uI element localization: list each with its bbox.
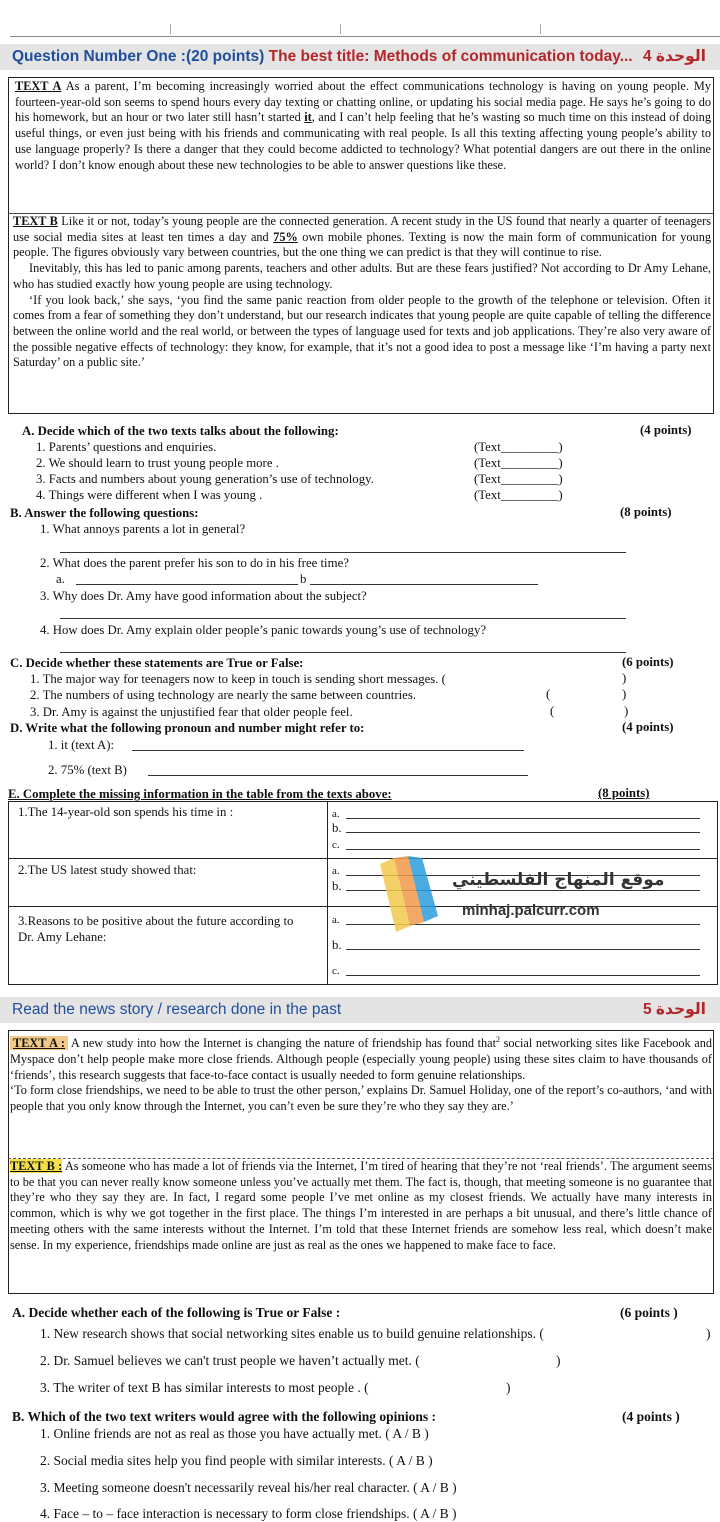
q2a-item: 2. Dr. Samuel believes we can't trust people we haven’t actually met. (: [40, 1353, 420, 1368]
text-b-label: TEXT B: [13, 214, 58, 228]
watermark-url[interactable]: minhaj.palcurr.com: [462, 902, 600, 919]
top-tick-marks: [0, 24, 720, 34]
text-b-paragraph: TEXT B Like it or not, today’s young people are the connected generation. A recent study in the US found that nearly a quarter of teenagers use social media sites at least ten times a day and 75% own mobile phones. Texting is now the main form of communication for young people. The figures obviously vary between countries, but the one thing we can predict is that they will continue to rise. Inevitably, this has led to panic among parents, teachers and other adults. But are these fears justified? Not according to Dr Amy Lehane, who has studied exactly how young people are using technology. ‘If you look back,’ she says, ‘you find the same panic reaction from older people to the growth of the telephone or television. Often it comes from a fear of something they don’t understand, but our research indicates that young people are quite capable of telling the difference between the online world and the real world, or between the types of language used for texts and job applications. They’re also very aware of the possible negative effects of technology: they know, for example, that it’s not a good idea to post a message like ‘I’m having a party next Saturday’ on a public site.’: [13, 214, 712, 370]
close-paren: ): [624, 704, 629, 718]
q1b-item: 3. Why does Dr. Amy have good information about the subject?: [40, 589, 367, 603]
watermark-logo-icon: [380, 856, 444, 934]
answer-line[interactable]: [148, 775, 528, 776]
number-75: 75%: [273, 229, 298, 244]
q1c-item: 2. The numbers of using technology are nearly the same between countries.: [30, 688, 417, 702]
unit-label: الوحدة 5: [642, 1001, 706, 1018]
section2-title: Read the news story / research done in the past: [12, 1001, 342, 1018]
q2b-item: 2. Social media sites help you find people with similar interests. ( A / B ): [40, 1453, 433, 1468]
s2-text-a-label: TEXT A :: [10, 1036, 68, 1050]
table-row-label: 2.The US latest study showed that:: [18, 863, 197, 877]
answer-line[interactable]: [310, 584, 538, 585]
table-row-label: 1.The 14-year-old son spends his time in :: [18, 805, 234, 819]
q2b-item: 3. Meeting someone doesn't necessarily reveal his/her real character. ( A / B ): [40, 1480, 457, 1495]
table-answer-line[interactable]: [346, 818, 700, 819]
close-paren: ): [556, 1353, 561, 1368]
q1d-item: 1. it (text A):: [48, 738, 115, 752]
text-a-label: TEXT A: [15, 79, 62, 93]
q1e-title: E. Complete the missing information in the table from the texts above:: [8, 787, 392, 801]
label-b: b: [300, 572, 307, 586]
table-row-label: 3.Reasons to be positive about the future according to Dr. Amy Lehane:: [18, 914, 294, 944]
s2-text-b: TEXT B : As someone who has made a lot of friends via the Internet, I’m tired of hearing that they’re not ‘real friends’. The argument seems to be that you can never really know someone unless you’ve actually met them. The fact is, though, that meeting someone is no guarantee that they’re who they say they are. In fact, I regard some people I’ve met online as my closest friends. We actually have many interests in common, which is why we got together in the first place. The things I’m interested in are perhaps a bit unusual, and there’s little chance of meeting others with the same interests without the Internet. I’m told that these Internet friends are somehow less real, which doesn’t make sense. In my experience, friendships made online are just as real as the ones we happened to make face to face.: [10, 1159, 712, 1252]
answer-field[interactable]: (Text_________): [474, 456, 563, 470]
q1b-item: 1. What annoys parents a lot in general?: [40, 522, 246, 536]
q1c-points: (6 points): [622, 655, 674, 669]
table-answer-line[interactable]: [346, 832, 700, 833]
watermark-arabic: موقع المنهاج الفلسطيني: [452, 870, 665, 890]
table-answer-line[interactable]: [346, 849, 700, 850]
q2b-item: 4. Face – to – face interaction is necessary to form close friendships. ( A / B ): [40, 1506, 457, 1521]
close-paren: ): [622, 687, 627, 701]
answer-line[interactable]: [60, 552, 626, 553]
q2a-item: 1. New research shows that social networking sites enable us to build genuine relationships. (: [40, 1326, 544, 1341]
q1e-points: (8 points): [598, 786, 650, 800]
unit-label: الوحدة 4: [642, 48, 706, 65]
answer-paren[interactable]: (: [550, 704, 555, 718]
q1a-item: 1. Parents’ questions and enquiries.: [36, 440, 217, 454]
answer-line[interactable]: [60, 618, 626, 619]
answer-field[interactable]: (Text_________): [474, 488, 563, 502]
best-title: The best title: Methods of communication today...: [268, 48, 633, 65]
close-paren: ): [706, 1326, 711, 1341]
q1b-item: 2. What does the parent prefer his son to do in his free time?: [40, 556, 349, 570]
q1b-title: B. Answer the following questions:: [10, 506, 199, 520]
top-rule: [10, 36, 720, 37]
q1a-item: 2. We should learn to trust young people more .: [36, 456, 279, 470]
answer-line[interactable]: [76, 584, 298, 585]
q1c-item: 3. Dr. Amy is against the unjustified fear that older people feel.: [30, 705, 353, 719]
answer-field[interactable]: (Text_________): [474, 440, 563, 454]
q2a-title: A. Decide whether each of the following is True or False :: [12, 1305, 341, 1320]
q1c-item: 1. The major way for teenagers now to keep in touch is sending short messages. (: [30, 672, 446, 686]
pronoun-it: it: [304, 110, 312, 125]
q2a-item: 3. The writer of text B has similar interests to most people . (: [40, 1380, 369, 1395]
answer-line[interactable]: [60, 652, 626, 653]
s2-text-a: TEXT A : A new study into how the Internet is changing the nature of friendship has found that$^2$ social networking sites like Facebook and Myspace don’t help people make more close friends. Although people (especially young people) using these sites claim to have thousands of ‘friends’, this research suggests that face-to-face contact is usually needed to form genuine relationships. ‘To form close friendships, we need to be able to trust the other person,’ explains Dr. Samuel Holiday, one of the report’s co-authors, ‘and with people that you only know through the Internet, you can’t even be sure they’re who they say they are.’: [10, 1035, 712, 1113]
q1b-points: (8 points): [620, 505, 672, 519]
s2-text-b-label: TEXT B :: [10, 1159, 63, 1173]
section2-header: [0, 997, 720, 1023]
answer-line[interactable]: [132, 750, 524, 751]
close-paren: ): [622, 671, 627, 685]
q2b-item: 1. Online friends are not as real as those you have actually met. ( A / B ): [40, 1426, 429, 1441]
q1a-title: A. Decide which of the two texts talks about the following:: [22, 424, 339, 438]
answer-paren[interactable]: (: [546, 687, 551, 701]
q1a-points: (4 points): [640, 423, 692, 437]
q1b-item: 4. How does Dr. Amy explain older people’s panic towards young’s use of technology?: [40, 623, 487, 637]
text-a-paragraph: TEXT A As a parent, I’m becoming increasingly worried about the effect communications technology is having on young people. My fourteen-year-old son seems to spend hours every day texting or chatting online, or updating his social media page. He says he’s going to do his homework, but an hour or two later still hasn’t started it, and I can’t help feeling that he’s wasting so much time on this instead of doing useful things, or even just being with his friends and communicating with real people. Is all this texting affecting young people’s ability to use language properly? Is there a danger that they could become addicted to technology? What potential dangers are out there in the online world? I don’t know enough about these new technologies to be able to answer questions like these.: [15, 79, 711, 172]
q1d-item: 2. 75% (text B): [48, 763, 127, 777]
table-answer-line[interactable]: [346, 949, 700, 950]
q2b-points: (4 points ): [622, 1409, 680, 1424]
close-paren: ): [506, 1380, 511, 1395]
q1d-points: (4 points): [622, 720, 674, 734]
q1c-title: C. Decide whether these statements are True or False:: [10, 656, 304, 670]
info-table: [8, 801, 718, 985]
answer-field[interactable]: (Text_________): [474, 472, 563, 486]
q1a-item: 4. Things were different when I was young .: [36, 488, 263, 502]
q2b-title: B. Which of the two text writers would agree with the following opinions :: [12, 1409, 436, 1424]
section1-header: [0, 44, 720, 70]
table-answer-line[interactable]: [346, 975, 700, 976]
q1a-item: 3. Facts and numbers about young generation’s use of technology.: [36, 472, 374, 486]
q2a-points: (6 points ): [620, 1305, 678, 1320]
q1d-title: D. Write what the following pronoun and number might refer to:: [10, 721, 365, 735]
question-number: Question Number One :(20 points): [12, 48, 265, 65]
label-a: a.: [56, 572, 65, 586]
